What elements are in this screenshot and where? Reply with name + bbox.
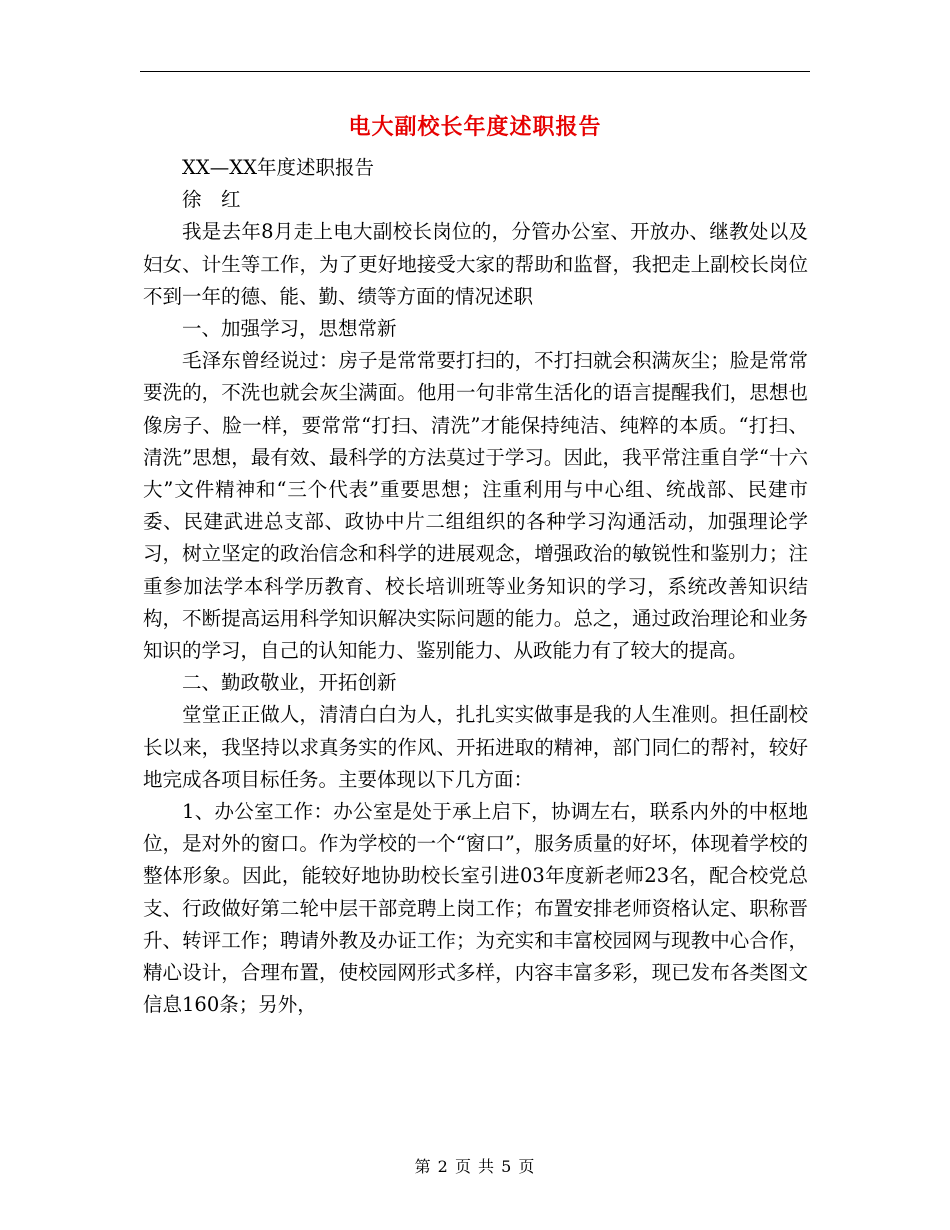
body-paragraph: 1、办公室工作：办公室是处于承上启下，协调左右，联系内外的中枢地位，是对外的窗口。作为学校的一个“窗口”，服务质量的好坏，体现着学校的整体形象。因此，能较好地协助校长室引进03年度新老师23名，配合校党总支、行政做好第二轮中层干部竞聘上岗工作；布置安排老师资格认定、职称晋升、转评工作；聘请外教及办证工作；为充实和丰富校园网与现教中心合作，精心设计，合理布置，使校园网形式多样，内容丰富多彩，现已发布各类图文信息160条；另外， <box>143 800 808 1017</box>
author-line: 徐 红 <box>182 188 241 212</box>
section-heading: 二、勤政敬业，开拓创新 <box>182 671 397 695</box>
header-rule <box>140 71 810 72</box>
document-body <box>143 152 808 1021</box>
subtitle-line: XX—XX年度述职报告 <box>182 156 375 179</box>
body-paragraph: 堂堂正正做人，清清白白为人，扎扎实实做事是我的人生准则。担任副校长以来，我坚持以求真务实的作风、开拓进取的精神，部门同仁的帮衬，较好地完成各项目标任务。主要体现以下几方面： <box>143 703 808 791</box>
page-number: 第 2 页 共 5 页 <box>414 1157 536 1176</box>
body-paragraph: 我是去年8月走上电大副校长岗位的，分管办公室、开放办、继教处以及妇女、计生等工作，为了更好地接受大家的帮助和监督，我把走上副校长岗位不到一年的德、能、勤、绩等方面的情况述职 <box>143 220 808 308</box>
body-paragraph: 毛泽东曾经说过：房子是常常要打扫的，不打扫就会积满灰尘；脸是常常要洗的，不洗也就会灰尘满面。他用一句非常生活化的语言提醒我们，思想也像房子、脸一样，要常常“打扫、清洗”才能保持纯洁、纯粹的本质。“打扫、清洗”思想，最有效、最科学的方法莫过于学习。因此，我平常注重自学“十六大”文件精神和“三个代表”重要思想；注重利用与中心组、统战部、民建市委、民建武进总支部、政协中片二组组织的各种学习沟通活动，加强理论学习，树立坚定的政治信念和科学的进展观念，增强政治的敏锐性和鉴别力；注重参加法学本科学历教育、校长培训班等业务知识的学习，系统改善知识结构，不断提高运用科学知识解决实际问题的能力。总之，通过政治理论和业务知识的学习，自己的认知能力、鉴别能力、从政能力有了较大的提高。 <box>143 349 808 663</box>
section-heading: 一、加强学习，思想常新 <box>182 317 397 341</box>
document-title: 电大副校长年度述职报告 <box>348 114 602 140</box>
